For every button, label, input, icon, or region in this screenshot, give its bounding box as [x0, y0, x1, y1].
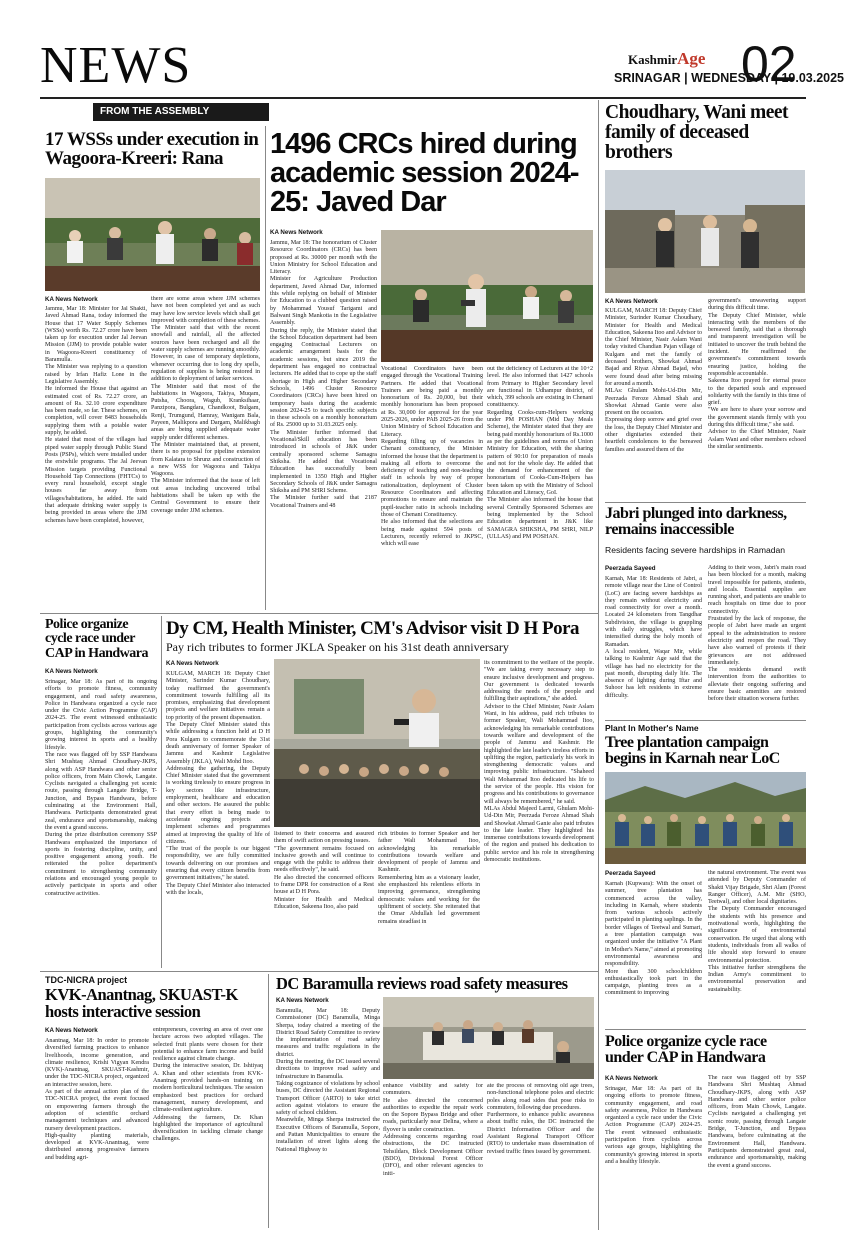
dycm-subhead: Pay rich tributes to former JKLA Speaker on his 31st death anniversary: [166, 640, 509, 654]
divider: [605, 1029, 806, 1030]
dycm-col4: its commitment to the welfare of the people. "We are taking every necessary step to ensure inclusive development and progress. Our government is dedicated towards addressing the needs of the people and fulfilling their aspirations," she added. Advisor to the Chief Minister, Nasir Aslam Wani, in his address, paid rich tributes to former Speaker, Wali Mohammad Itoo, acknowledging his remarkable contributions towards welfare and development of the people of Jammu and Kashmir. He highlighted the late leader's tireless efforts in uplifting the region, particularly his work in strengthening democratic values and improving public infrastructure. "Shaheed Wali Mohammad Itoo dedicated his life to the service of the people. His vision for progress and his contributions to governance will always be remembered," he said. MLAs Abdul Majeed Larmi, Ghulam Mohi-Ud-Din Mir, Peerzada Feroze Ahmad Shah and Showkat Ahmad Ganie also paid tributes to the late leader. They highlighted his immense contributions towards development of the region and praised his dedication to public service and his role in strengthening democratic institutions.: [484, 660, 594, 864]
divider: [265, 126, 266, 610]
divider: [605, 720, 806, 721]
dateline: SRINAGAR | WEDNESDAY | 19.03.2025: [614, 71, 844, 85]
cycle-right-col2: The race was flagged off by SSP Handwara Shri Mushtaq Ahmad Choudhary-JKPS, along with ASP Handwara and other senior police officers, from Main Chowk, Langate. Cyclists navigated a challenging yet scenic route, passing through Langate Bridge, T-Junction, and Bypass Handwara, before culminating at the Environment Hall, Handwara. Participants demonstrated great zeal, endurance and sportsmanship, making the event a grand success.: [708, 1075, 806, 1169]
kvk-col2: entrepreneurs, covering an area of over one hectare across two adopted villages. The selected fruit plants were chosen for their potential to enhance farm income and build resilience against climate change. During the interactive session, Dr. Ishtiyaq A. Khan and other scientists from KVK-Anantnag provided hands-on training on modern horticultural techniques. The session emphasized best practices for orchard management, nursery development, and climate-resilient agriculture. Addressing the farmers, Dr. Khan highlighted the importance of agricultural diversification in tackling climate change challenges.: [153, 1027, 263, 1143]
choudhary-col2: government's unwavering support during this difficult time. The Deputy Chief Minister, while interacting with the members of the bereaved family, said that a thorough and transparent investigation will be initiated to uncover the truth behind the incident. He reaffirmed the government's commitment towards ensuring justice, holding the responsible accountable. Sakeena Itoo prayed for eternal peace to the departed souls and expressed solidarity with the family in this time of grief. "We are here to share your sorrow and the government stands firmly with you during this difficult time," she said. Advisor to the Chief Minister, Nasir Aslam Wani and other members echoed the similar sentiments.: [708, 298, 806, 450]
jabri-col2: Adding to their woes, Jabri's main road has been blocked for a month, making travel impossible for patients, students, and locals. Essential supplies are running short, and patients are unable to reach hospitals on time due to poor connectivity. Frustrated by the lack of response, the people of Jabri have made an urgent appeal to the administration to restore electricity and reopen the road. They have also warned of protests if their grievances are not addressed immediately. The residents demand swift intervention from the authorities to alleviate their ongoing suffering and ensure basic amenities are restored before their situation worsens further.: [708, 565, 806, 703]
brand-first: Kashmir: [628, 52, 678, 67]
baramulla-col3: ate the process of removing old age trees, non-functional telephone poles and electric poles along road sides that pose risks to commuters, following due procedures. Furthermore, to enhance public awareness about traffic rules, the DC instructed the District Information Officer and the Assistant Regional Transport Officer (RTO) to undertake mass dissemination of revised traffic fines issued by government.: [487, 1083, 594, 1155]
kvk-kicker: TDC-NICRA project: [45, 975, 128, 985]
cycle-right-col1: Srinagar, Mar 18: As part of its ongoing efforts to promote fitness, community engagement, and road safety awareness, Police in Handwara organized a cycle race under the Civic Action Programme (CAP) 2024-25. The event witnessed enthusiastic participation from cyclists across various age groups, highlighting the community's growing interest in sports and a healthy lifestyle.: [605, 1086, 702, 1165]
baramulla-byline: KA News Network: [276, 997, 329, 1004]
jabri-col1: Karnah, Mar 18: Residents of Jabri, a remote village near the Line of Control (LoC) are facing severe hardships as they remain without electricity and road connectivity for over a month. Located 24 kilometers from Tangdhar Subdivision, the village is grappling with daily struggles, which have intensified during the holy month of Ramadan. A local resident, Waqar Mir, while talking to Kashmir Age said that the village has had no electricity for the past month, disrupting daily life. The absence of lighting during Iftar and Suhoor has left residents in extreme difficulty.: [605, 576, 702, 699]
dycm-headline: Dy CM, Health Minister, CM's Advisor visit D H Pora: [166, 618, 580, 639]
divider: [598, 100, 599, 1230]
crc-byline: KA News Network: [270, 229, 323, 236]
choudhary-photo: [605, 170, 805, 293]
dycm-byline: KA News Network: [166, 660, 219, 667]
baramulla-col2: enhance visibility and safety for commuters. He also directed the concerned authorities to expedite the repair work on the Sopore Bypass Bridge and other roads, particularly near Delina, where a flyover is under construction. Addressing concerns regarding road obstructions, the DC instructed Tehsildars, Block Development Officer (BDO), Divisional Forest Officer (DFO), and other relevant agencies to initi-: [383, 1083, 483, 1177]
wss-photo: [45, 178, 260, 291]
choudhary-byline: KA News Network: [605, 298, 658, 305]
kvk-col1: Anantnag, Mar 18: In order to promote diversified farming practices to enhance livelihoods, income generation, and climate resilience, Krishi Vigyan Kendra (KVK)-Anantnag, SKUAST-Kashmir, under the TDC-NICRA project, organized an interactive session, here. As part of the annual action plan of the TDC-NICRA project, the event focused on empowering farmers through the adoption of scientific orchard management techniques and advanced nursery development practices. High-quality planting materials, developed at KVK-Anantnag, were distributed among progressive farmers and budding agri-: [45, 1038, 149, 1161]
brand-logo: [628, 49, 705, 67]
baramulla-col1: Baramulla, Mar 18: Deputy Commissioner (DC) Baramulla, Minga Sherpa, today chaired a meeting of the District Road Safety Committee to review the implementation of road safety measures and traffic regulations in the district. During the meeting, the DC issued several directions to improve road safety and infrastructure in Baramulla. Taking cognizance of violations by school buses, DC directed the Assistant Regional Transport Officer (ARTO) to take strict action against violators to ensure the safety of school children. Meanwhile, Minga Sherpa instructed the Executive Officers of Baramulla, Sopore, and Pattan Municipalities to ensure the installation of street lights along the National Highway to: [276, 1008, 380, 1153]
page-number: 02: [741, 36, 797, 92]
tree-col1: Karnah (Kupwara): With the onset of summer, tree plantation has commenced across the valley, including in Karnah, where students from various schools actively participated in planting saplings. In the border villages of Teetwal and Sumari, a tree plantation campaign was organized under the initiative "A Plant in Mother's Name," aimed at promoting environmental awareness and responsibility. More than 300 schoolchildren enthusiastically took part in the campaign, planting trees as a commitment to improving: [605, 881, 702, 997]
tree-byline: Peerzada Sayeed: [605, 870, 656, 877]
crc-photo: [381, 230, 593, 362]
divider: [268, 974, 269, 1228]
crc-col1: Jammu, Mar 18: The honorarium of Cluster Resource Coordinators (CRCs) has been proposed at Rs. 30000 per month with the Union Ministry for School Education and Literacy. Minister for Agriculture Production department, Javed Ahmad Dar, informed this while replying on behalf of Minister for Education to a clubbed question raised by Mohammad Yousuf Tarigami and Balwant Singh Mankotia in the Legislative Assembly. During the reply, the Minister stated that the School Education department had been engaging Contractual Lecturers on academic arrangement basis for the academic sessions, but since 2019 the department has engaged no contractual lecturers. He added that to cope up the staff shortage in High and Higher Secondary Schools, 1496 Cluster Resource Coordinators (CRCs) have been hired on temporary basis during the academic session 2024-25 to teach specific subjects in these schools on a monthly honorarium of Rs. 25000 up to 31.03.2025 only. The Minister further informed that Vocational/Skill education has been introduced in schools of J&K under centrally sponsored scheme Samagra Shiksha. He added that Vocational Education has successfully been implemented in 1350 High and Higher Secondary Schools of J&K under Samagra Shiksha and PM SHRI Scheme. The Minister further said that 2187 Vocational Trainers and 48: [270, 240, 377, 509]
cycle-left-col1: Srinagar, Mar 18: As part of its ongoing efforts to promote fitness, community engagement, and road safety awareness, Police in Handwara organized a cycle race under the Civic Action Programme (CAP) 2024-25. The event witnessed enthusiastic participation from cyclists across various age groups, highlighting the community's growing interest in sports and a healthy lifestyle. The race was flagged off by SSP Handwara Shri Mushtaq Ahmad Choudhary-JKPS, along with ASP Handwara and other senior police officers, from Main Chowk, Langate. Cyclists navigated a challenging yet scenic route, passing through Langate Bridge, T-Junction, and Bypass Handwara, before culminating at the Environment Hall, Handwara. Participants demonstrated great zeal, endurance and sportsmanship, making the event a grand success. During the prize distribution ceremony SSP Handwara emphasized the importance of sports in fostering discipline, unity, and positive engagement among youth. He reiterated the police department's commitment to strengthening community relations and encouraged young people to actively participate in sports and other constructive activities.: [45, 679, 157, 897]
divider: [40, 971, 598, 972]
jabri-subhead: Residents facing severe hardships in Ramadan: [605, 545, 786, 555]
kvk-byline: KA News Network: [45, 1027, 98, 1034]
crc-col2: Vocational Coordinators have been engaged through the Vocational Training Partners. He added that Vocational Trainers are being paid a monthly honorarium of Rs. 20,000, but their monthly honorarium has been proposed at Rs. 30,000 for approval for the year 2025-2026, under PAB 2025-26 from the Union Ministry of School Education and Literacy. Regarding filling up of vacancies in Chenani constituency, the Minister informed the house that the department is making all efforts to overcome the deficiency of teaching and non-teaching staff in schools by way of proper rationalization, deployment of Cluster Resource Coordinators and affecting promotions to ensure and maintain the pupil-teacher ratio in schools including those of Chenani Constituency. He also informed that the selections are being made against 594 posts of Lecturers, recently referred to JKPSC, which will ease: [381, 366, 483, 548]
section-tab-label: FROM THE ASSEMBLY: [100, 106, 210, 117]
brand-second: Age: [677, 49, 706, 68]
jabri-headline: Jabri plunged into darkness, remains inaccessible: [605, 505, 787, 539]
tree-col2: the natural environment. The event was attended by Deputy Commander of Shakti Vijay Brigade, Shri Alam (Forest Ranger Officer), A.M. Mir (SHO, Teetwal), and other local dignitaries. The Deputy Commander encouraged the students with his presence and motivational words, highlighting the significance of environmental conservation. He urged that along with students, individuals from all walks of life should step forward to ensure environmental protection. This initiative further strengthens the Indian Army's commitment to environmental preservation and sustainability.: [708, 870, 806, 993]
jabri-byline: Peerzada Sayeed: [605, 565, 656, 572]
wss-headline: 17 WSSs under execution in Wagoora-Kreeri: Rana: [45, 129, 259, 170]
cycle-left-headline: Police organize cycle race under CAP in Handwara: [45, 617, 148, 661]
cycle-left-byline: KA News Network: [45, 668, 98, 675]
masthead-rule: [40, 97, 806, 99]
cycle-right-headline: Police organize cycle race under CAP in Handwara: [605, 1033, 767, 1067]
dycm-col3: rich tributes to former Speaker and her father Wali Mohammad Itoo, acknowledging his remarkable contributions towards welfare and development of people of Jammu and Kashmir. Remembering him as a visionary leader, she emphasized his relentless efforts in improving governance, strengthening democratic values and working for the upliftment of society. She reiterated that the Omar Abdullah led government remains steadfast in: [378, 831, 480, 925]
dycm-col2: listened to their concerns and assured them of swift action on pressing issues. "The government remains focused on inclusive growth and will continue to engage with the public to address their needs effectively", he said. He also directed the concerned officers to frame DPR for construction of a Rest house at D H Pora. Minister for Health and Medical Education, Sakeena Itoo, also paid: [274, 831, 374, 910]
divider: [40, 613, 598, 614]
dycm-photo: [274, 659, 480, 827]
wss-byline: KA News Network: [45, 296, 98, 303]
wss-col2: there are some areas where JJM schemes have not been completed yet and as such may have low service levels which shall get improved with completion of these schemes. The Minister said that with the recent snowfall and rainfall, all the affected sources have been recharged and all the water supply schemes are running smoothly. However, in case of temporary depletions, whenever occurring due to long dry spells, regulation of supplies is being restored in addition to deployment of tanker services. The Minister said that most of the habitations in Wagoora, Takiya, Muqam, Putsha, Choora, Wagub, Kranksihaar, Panzipora, Bangdara, Chandkoot, Bulgam, Renji, Trumgund, Hamray, Wanigam Bala, Payeen, Malikpora and Dargam, Malikbagh areas are being supplied adequate water supply under different schemes. The Minister maintained that, at present, there is no proposal for pipeline extension from Kalatara to Shrunz and construction of a new WSS for Wagoora and Takiya Wagoora. The Minister informed that the issue of left out areas including uncovered tribal habitations shall be taken up with the Central Government to ensure their coverage under JJM schemes.: [151, 296, 260, 514]
choudhary-headline: Choudhary, Wani meet family of deceased brothers: [605, 102, 789, 163]
baramulla-headline: DC Baramulla reviews road safety measures: [276, 974, 568, 993]
divider: [605, 502, 806, 503]
tree-photo: [605, 772, 806, 864]
tree-headline: Tree plantation campaign begins in Karnah near LoC: [605, 734, 780, 768]
crc-headline: 1496 CRCs hired during academic session 2024-25: Javed Dar: [270, 128, 579, 218]
kvk-headline: KVK-Anantnag, SKUAST-K hosts interactive session: [45, 985, 238, 1021]
cycle-right-byline: KA News Network: [605, 1075, 658, 1082]
section-title: NEWS: [40, 37, 192, 94]
wss-col1: Jammu, Mar 18: Minister for Jal Shakti, Javed Ahmad Rana, today informed the House that 17 Water Supply Schemes (WSSs) worth Rs. 72.27 crore have been taken up for execution under Jal Jeevan Mission (JJM) to provide potable water in Wagoora-Kreeri constituency of Baramulla. The Minister was replying to a question raised by Irfan Hafiz Lone in the Legislative Assembly. He informed the House that against an estimated cost of Rs. 72.27 crore, an amount of Rs. 32.10 crore expenditure has been made, so far. These schemes, on completion, will cover 8483 households supplying them with a potable water supply, he added. He stated that most of the villages had piped water supply through Public Stand Posts (PSPs), which were installed under the erstwhile programs. The Jal Jeevan Mission targets providing Functional Household Tap Connections (FHTCs) to every rural household, except single houses far away from villages/habitations, he added. He said that adequate drinking water supply is being provided in areas where the JJM schemes have been completed, however,: [45, 306, 147, 524]
tree-kicker: Plant In Mother's Name: [605, 723, 699, 733]
choudhary-col1: KULGAM, MARCH 18: Deputy Chief Minister, Surinder Kumar Choudhary, Minister for Health and Medical Education, Sakeena Itoo and Advisor to the Chief Minister, Nasir Aslam Wani today visited Chandian Pajan village of Kulgam and met the family of deceased brothers, Showkat Ahmad Bajad and Riyaz Ahmad Bajad, who were found dead after being missing for around a month. MLAs: Ghulam Mohi-Ud-Din Mir, Peerzada Feroze Ahmad Shah and Showkat Ahmad Ganie were also present on the occasion. Expressing deep sorrow and grief over the loss, the Deputy Chief Minister and other dignitaries extended their heartfelt condolences to the bereaved families and assured them of the: [605, 308, 702, 453]
dycm-col1: KULGAM, MARCH 18: Deputy Chief Minister, Surinder Kumar Choudhary, today reaffirmed the government's commitment towards fulfilling all its promises, emphasizing that development projects and welfare initiatives remain a top priority of the present dispensation. The Deputy Chief Minister stated this while addressing a function held at D H Pora Kulgam to commemorate the 31st death anniversary of former Speaker of Jammu and Kashmir Legislative Assembly (JKLA), Wali Mohd Itoo. Addressing the gathering, the Deputy Chief Minister stated that the government is working tirelessly to ensure progress in key sectors like infrastructure, employment, healthcare and education and other sectors. He assured the public that every effort is being made to accelerate ongoing projects and implement schemes and programmes aimed at improving the quality of life of citizens. "The trust of the people is our biggest responsibility, we are fully committed towards delivering on our promises and ensuring that every citizen benefits from government initiatives," he stated. The Deputy Chief Minister also interacted with the locals,: [166, 671, 270, 896]
crc-col3: out the deficiency of Lecturers at the 10+2 level. He also informed that 1427 schools from Primary to Higher Secondary level are functional in Udhampur district, of which, 399 schools are existing in Chenani constituency. Regarding Cooks-cum-Helpers working under PM POSHAN (Mid Day Meals Scheme), the Minister stated that they are being paid monthly honorarium of Rs.1000 as per the guidelines and norms of Union Ministry for Education, with the sharing pattern of 90:10 for preparation of meals and not for the whole day. He added that the demand for enhancement of the honorarium of Cooks-Cum-Helpers has been taken up with the Ministry of School Education and Literacy, GoI. The Minister also informed the house that several Centrally Sponsored Schemes are being implemented by the School Education department in J&K like SAMAGRA SHIKSHA, PM SHRI, NILP (ULLAS) and PM POSHAN.: [487, 366, 593, 540]
baramulla-photo: [383, 997, 594, 1079]
divider: [161, 616, 162, 968]
